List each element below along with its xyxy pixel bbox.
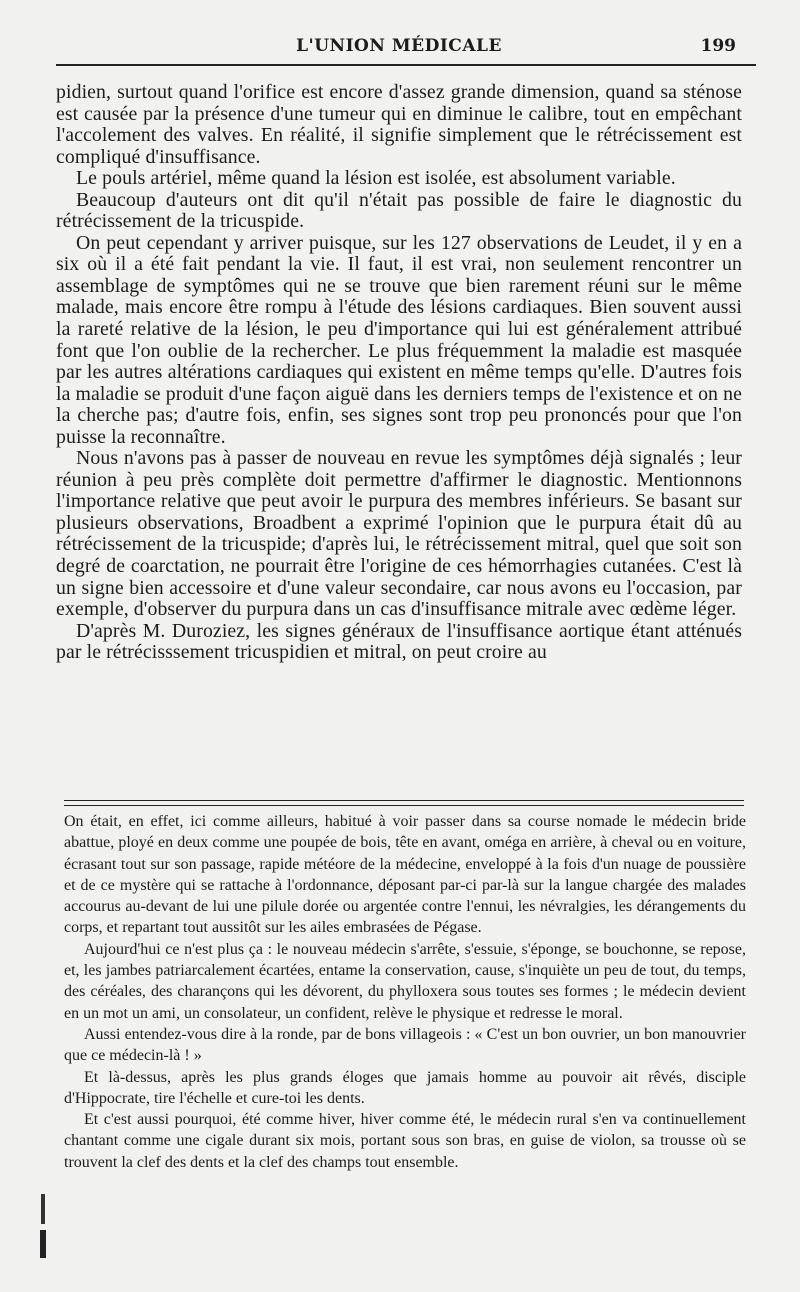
page-header bbox=[56, 30, 742, 64]
feuilleton-paragraph-3: Aussi entendez-vous dire à la ronde, par de bons villageois : « C'est un bon ouvrier, un bon manouvrier que ce médecin-là ! » bbox=[64, 1025, 746, 1065]
main-paragraph-2: Le pouls artériel, même quand la lésion est isolée, est absolument variable. bbox=[76, 167, 676, 190]
feuilleton-paragraph-5: Et c'est aussi pourquoi, été comme hiver, hiver comme été, le médecin rural s'en va continuellement chantant comme une cigale durant six mois, portant sous son bras, en guise de violon, sa trousse où se trouvent la clef des dents et la clef des champs tout ensemble. bbox=[64, 1111, 746, 1171]
feuilleton-paragraph-1: On était, en effet, ici comme ailleurs, habitué à voir passer dans sa course nomade le médecin bride abattue, ployé en deux comme une poupée de bois, tête en avant, oméga en arrière, à cheval ou en voiture, écrasant tout sur son passage, rapide météore de la médecine, enveloppé à la fois d'un nuage de poussière et de ce mystère qui se rattache à l'ordonnance, déposant par-ci par-là sur la langue chargée des malades accourus au-devant de lui une pilule dorée ou argentée contre l'ennui, les névralgies, les dérangements du corps, et repartant tout aussitôt sur les ailes embrasées de Pégase. bbox=[64, 813, 746, 937]
running-title: L'UNION MÉDICALE bbox=[296, 36, 502, 56]
main-text bbox=[56, 82, 742, 664]
main-paragraph-4: On peut cependant y arriver puisque, sur les 127 observations de Leudet, il y en a six où il a été fait pendant la vie. Il faut, il est vrai, non seulement rencontrer un assemblage de symptômes qui ne se trouve que bien rarement réuni sur le même malade, mais encore être rompu à l'étude des lésions cardiaques. Bien souvent aussi la rareté relative de la lésion, le peu d'importance qui lui est généralement attribué font que l'on oublie de la rechercher. Le plus fréquemment la maladie est masquée par les autres altérations cardiaques qui existent en même temps qu'elle. D'autres fois la maladie se produit d'une façon aiguë dans les derniers temps de l'existence et on ne la cherche pas; d'autre fois, enfin, ses signes sont trop peu prononcés pour que l'on puisse la reconnaître. bbox=[56, 231, 742, 448]
feuilleton-rule-top bbox=[64, 800, 744, 801]
main-paragraph-5: Nous n'avons pas à passer de nouveau en revue les symptômes déjà signalés ; leur réunion à peu près complète doit permettre d'affirmer le diagnostic. Mentionnons l'importance relative que peut avoir le purpura des membres inférieurs. Se basant sur plusieurs observations, Broadbent a exprimé l'opinion que le purpura était dû au rétrécissement de la tricuspide; d'après lui, le rétrécissement mitral, quel que soit son degré de coarctation, ne pourrait être l'origine de ces hémorrhagies cutanées. C'est là un signe bien accessoire et d'une valeur secondaire, car nous avons eu l'occasion, par exemple, d'observer du purpura dans un cas d'insuffisance mitrale avec œdème léger. bbox=[56, 447, 742, 621]
page-number: 199 bbox=[700, 36, 736, 56]
main-paragraph-3: Beaucoup d'auteurs ont dit qu'il n'était pas possible de faire le diagnostic du rétrécissement de la tricuspide. bbox=[56, 188, 742, 233]
main-paragraph-6: D'après M. Duroziez, les signes généraux de l'insuffisance aortique étant atténués par le rétrécisssement tricuspidien et mitral, on peut croire au bbox=[56, 619, 742, 664]
feuilleton-rule-bottom bbox=[64, 805, 744, 806]
margin-ink-mark bbox=[38, 1186, 50, 1260]
header-rule bbox=[56, 64, 756, 66]
feuilleton-paragraph-4: Et là-dessus, après les plus grands éloges que jamais homme au pouvoir ait rêvés, disciple d'Hippocrate, tire l'échelle et cure-toi les dents. bbox=[64, 1068, 746, 1107]
main-paragraph-1: pidien, surtout quand l'orifice est encore d'assez grande dimension, quand sa sténose est causée par la présence d'une tumeur qui en diminue le calibre, tout en empêchant l'accolement des valves. En réalité, il signifie simplement que le rétrécissement est compliqué d'insuffisance. bbox=[56, 81, 742, 168]
feuilleton-paragraph-2: Aujourd'hui ce n'est plus ça : le nouveau médecin s'arrête, s'essuie, s'éponge, se bouchonne, se repose, et, les jambes patriarcalement écartées, entame la conservation, cause, s'inquiète un peu de tout, du temps, des céréales, des charançons qui les dévorent, du phylloxera sous toutes ses formes ; le médecin devient en un mot un ami, un consolateur, un confident, relève le physique et redresse le moral. bbox=[64, 940, 746, 1022]
feuilleton-text bbox=[64, 811, 746, 1173]
